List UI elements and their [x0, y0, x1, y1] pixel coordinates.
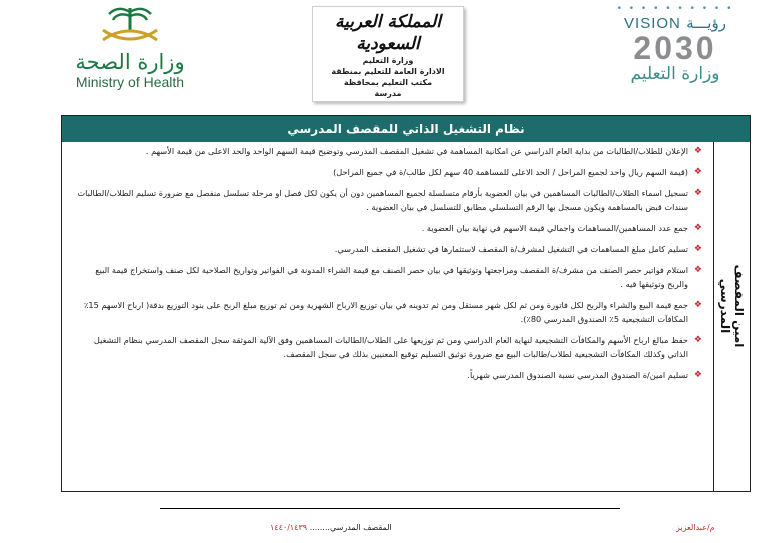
- bullet-icon: ❖: [693, 335, 702, 345]
- side-label: امين المقصف المدرسي: [718, 264, 746, 348]
- bullet-icon: ❖: [693, 370, 702, 380]
- vision-label: VISION رؤيـــة: [624, 15, 726, 32]
- vision-year: 2030: [633, 30, 717, 66]
- footer-text: [270, 523, 392, 532]
- ministry-of-education-name: وزارة التعليم: [630, 64, 720, 84]
- content-frame: [61, 115, 751, 492]
- list-item: ❖ استلام فواتير حصر الصنف من مشرف/ة المقصف ومراجعتها وتوثيقها في بيان حصر الصنف مع قيمة الشراء المدونة في الفواتير وتواريخ الصلاحية لكل صنف واستخراج قيمة البيع والربح وتوثيقها فيه .: [95, 265, 702, 289]
- list-item: ❖ جمع قيمة البيع والشراء والربح لكل فاتورة ومن ثم لكل شهر مستقل ومن ثم تدوينه في بيان توزيع الارباح الشهرية ومن ثم توزيع مبلغ الربح على بنود التوزيع بدقة( ارباح الاسهم 15٪ المكافآت التشجيعية 5٪ الصندوق المدرسي 80٪).: [84, 300, 702, 324]
- footer-divider: [160, 508, 620, 509]
- bullet-icon: ❖: [693, 146, 702, 156]
- page-title: نظام التشغيل الذاتي للمقصف المدرسي: [62, 116, 750, 142]
- letterhead-line-3: مكتب التعليم بمحافظة: [343, 78, 433, 87]
- bullet-icon: ❖: [693, 223, 702, 233]
- bullet-icon: ❖: [693, 188, 702, 198]
- palm-swords-emblem-icon: [85, 6, 175, 46]
- bullet-icon: ❖: [693, 167, 702, 177]
- instructions-list: [76, 144, 702, 464]
- list-item: ❖ تسليم كامل مبلغ المساهمات في التشغيل لمشرف/ة المقصف لاستثمارها في تشغيل المقصف المدرسي.: [334, 244, 702, 254]
- footer-year: ١٤٤٠/١٤٣٩: [270, 523, 308, 532]
- list-item: ❖ تسجيل اسماء الطلاب/الطالبات المساهمين في بيان العضوية بأرقام متسلسلة لجميع المساهمين دون أن يكون لكل فصل او مرحلة تسلسل منفصل مع ضرورة تسليم الطلاب/الطالبات سندات قبض بالمساهمة ويكون مسجل بها الرقم التسلسلي مطابق للتسلسل في بيان العضوية .: [77, 188, 702, 212]
- vision-2030-logo: [600, 4, 750, 104]
- footer-dots: ........: [309, 523, 330, 532]
- bullet-icon: ❖: [693, 300, 702, 310]
- vision-dots-icon: • • • • • • • • • •: [616, 4, 734, 14]
- page-header: [0, 0, 768, 110]
- bullet-icon: ❖: [693, 265, 702, 275]
- moh-english-name: Ministry of Health: [75, 74, 185, 90]
- list-item: ❖ تسليم امين/ة الصندوق المدرسي نسبة الصندوق المدرسي شهرياً.: [467, 370, 702, 380]
- list-item: ❖ جمع عدد المساهمين/المساهمات واجمالي قيمة الاسهم في نهاية بيان العضوية .: [421, 223, 702, 233]
- school-letterhead: [312, 6, 464, 102]
- footer-canteen: المقصف المدرسي: [329, 523, 392, 532]
- list-item: ❖ (قيمة السهم ريال واحد لجميع المراحل / الحد الاعلى للمساهمة 40 سهم لكل طالب/ة في جميع المراحل): [333, 167, 702, 177]
- ministry-of-health-logo: [60, 6, 200, 90]
- moh-arabic-name: وزارة الصحة: [75, 50, 185, 74]
- side-column: [713, 142, 750, 491]
- kingdom-title: المملكة العربية السعودية: [334, 12, 442, 54]
- footer-signature: م/عبدالعزيز: [676, 523, 715, 532]
- list-item: ❖ الإعلان للطلاب/الطالبات من بداية العام الدراسي عن امكانية المساهمة في تشغيل المقصف المدرسي وتوضيح قيمة السهم الواحد والحد الاعلى من قيمة الأسهم .: [145, 146, 702, 156]
- letterhead-line-1: وزارة التعليم: [362, 56, 414, 65]
- letterhead-line-4: مدرسة: [374, 89, 402, 98]
- list-item: ❖ حفظ مبالغ ارباح الأسهم والمكافآت التشجيعية لنهاية العام الدراسي ومن ثم توزيعها على الطلاب/الطالبات المساهمين وفق الآلية الموثقة سجل المقصف المدرسي بنظام التشغيل الذاتي وكذلك المكافآت التشجيعية لطلاب/طالبات البيع مع ضرورة توثيق التسليم توقيع المعنيين بذلك في سجل المقصف.: [93, 335, 702, 359]
- letterhead-line-2: الادارة العامة للتعليم بمنطقة: [331, 67, 445, 76]
- bullet-icon: ❖: [693, 244, 702, 254]
